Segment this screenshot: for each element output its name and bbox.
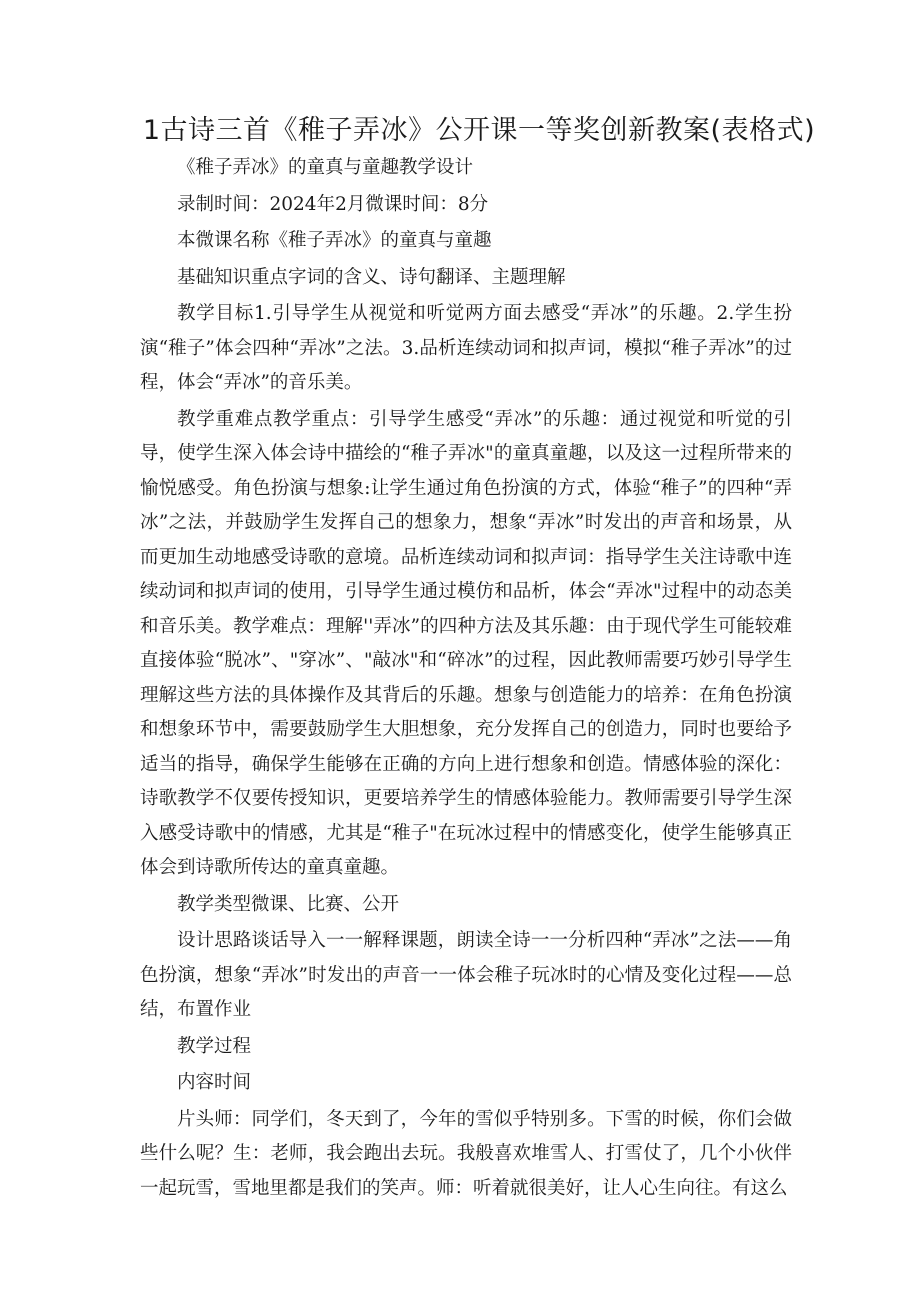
design-approach: 设计思路谈话导入一一解释课题，朗读全诗一一分析四种“弄冰”之法——角色扮演，想象“弄冰”时发出的声音一一体会稚子玩冰时的心情及变化过程——总结，布置作业 <box>140 930 792 1020</box>
document-body <box>140 151 792 1206</box>
recording-time: 录制时间：2024年2月微课时间：8分 <box>177 193 489 215</box>
teaching-type: 教学类型微课、比赛、公开 <box>177 893 400 915</box>
design-subtitle: 《稚子弄冰》的童真与童趣教学设计 <box>177 157 474 178</box>
document-title: 1古诗三首《稚子弄冰》公开课一等奖创新教案(表格式) <box>142 115 816 146</box>
teaching-process-heading: 教学过程 <box>177 1035 252 1057</box>
content-time-heading: 内容时间 <box>177 1072 252 1093</box>
micro-lesson-name: 本微课名称《稚子弄冰》的童真与童趣 <box>177 230 492 251</box>
opening-dialogue: 片头师：同学们，冬天到了，今年的雪似乎特别多。下雪的时候，你们会做些什么呢？生：老师，我会跑出去玩。我般喜欢堆雪人、打雪仗了，几个小伙伴一起玩雪，雪地里都是我们的笑声。师：听着就很美好，让人心生向往。有这么 <box>140 1108 792 1199</box>
key-difficult-points: 教学重难点教学重点：引导学生感受“弄冰”的乐趣：通过视觉和听觉的引导，使学生深入体会诗中描绘的“稚子弄冰"的童真童趣，以及这一过程所带来的愉悦感受。角色扮演与想象:让学生通过角色扮演的方式，体验“稚子”的四种“弄冰”之法，并鼓励学生发挥自己的想象力，想象“弄冰”时发出的声音和场景，从而更加生动地感受诗歌的意境。品析连续动词和拟声词：指导学生关注诗歌中连续动词和拟声词的使用，引导学生通过模仿和品析，体会“弄冰"过程中的动态美和音乐美。教学难点：理解''弄冰”的四种方法及其乐趣：由于现代学生可能较难直接体验“脱冰”、"穿冰”、"敲冰"和“碎冰”的过程，因此教师需要巧妙引导学生理解这些方法的具体操作及其背后的乐趣。想象与创造能力的培养：在角色扮演和想象环节中，需要鼓励学生大胆想象，充分发挥自己的创造力，同时也要给予适当的指导，确保学生能够在正确的方向上进行想象和创造。情感体验的深化：诗歌教学不仅要传授知识，更要培养学生的情感体验能力。教师需要引导学生深入感受诗歌中的情感，尤其是“稚子"在玩冰过程中的情感变化，使学生能够真正体会到诗歌所传达的童真童趣。 <box>140 408 792 878</box>
basic-knowledge: 基础知识重点字词的含义、诗句翻译、主题理解 <box>177 266 566 288</box>
teaching-objectives: 教学目标1.引导学生从视觉和听觉两方面去感受“弄冰”的乐趣。2.学生扮演“稚子”体会四种“弄冰”之法。3.品析连续动词和拟声词，模拟“稚子弄冰”的过程，体会“弄冰”的音乐美。 <box>140 303 792 393</box>
